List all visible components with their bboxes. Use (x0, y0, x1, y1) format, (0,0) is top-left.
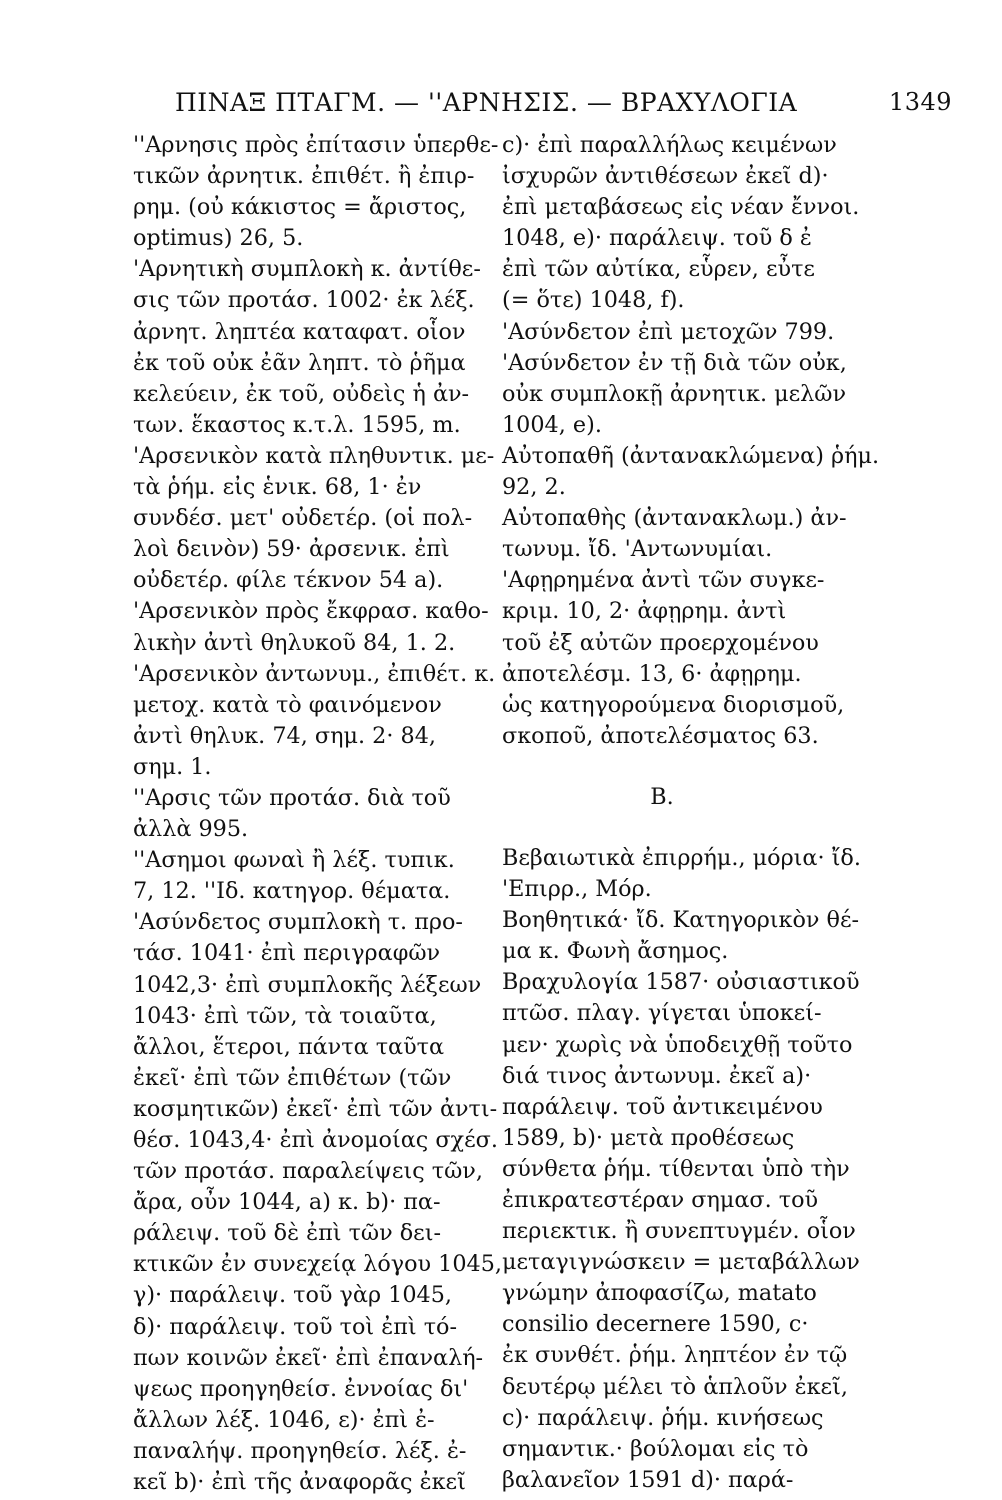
text-line: γ)· παράλειψ. τοῦ γὰρ 1045, (133, 1282, 452, 1309)
text-line: ''Αρσις τῶν προτάσ. διὰ τοῦ (133, 784, 451, 811)
text-line: (= ὅτε) 1048, f). (502, 287, 685, 314)
text-line: θέσ. 1043,4· ἐπὶ ἀνομοίας σχέσ. (133, 1127, 498, 1153)
text-line: ''Αρνησις πρὸς ἐπίτασιν ὑπερθε- (133, 132, 499, 158)
text-line: 1004, e). (502, 411, 602, 438)
text-line: 'Αρνητικὴ συμπλοκὴ κ. ἀντίθε- (133, 256, 481, 283)
text-line: τῶν προτάσ. παραλείψεις τῶν, (133, 1158, 483, 1185)
text-line: κτικῶν ἐν συνεχείᾳ λόγου 1045, (133, 1251, 502, 1278)
text-line: σκοποῦ, ἀποτελέσματος 63. (502, 722, 819, 749)
text-line: ἐκ τοῦ οὐκ ἐᾶν ληπτ. τὸ ῥῆμα (133, 349, 466, 376)
text-line: ἄρα, οὖν 1044, a) κ. b)· πα- (133, 1189, 441, 1216)
text-line: 92, 2. (502, 474, 566, 501)
text-line: 'Επιρρ., Μόρ. (502, 876, 652, 903)
text-line: Βεβαιωτικὰ ἐπιρρήμ., μόρια· ἴδ. (502, 844, 861, 871)
text-line: ράλειψ. τοῦ δὲ ἐπὶ τῶν δει- (133, 1220, 441, 1247)
text-line: μα κ. Φωνὴ ἄσημος. (502, 938, 729, 965)
text-line: 'Αρσενικὸν πρὸς ἔκφρασ. καθο- (133, 598, 489, 625)
text-line: Βραχυλογία 1587· οὐσιαστικοῦ (502, 969, 860, 996)
text-line: περιεκτικ. ἢ συνεπτυγμέν. οἷον (502, 1218, 856, 1245)
text-line: Αὐτοπαθῆ (ἀντανακλώμενα) ῥήμ. (502, 442, 880, 469)
text-line: γνώμην ἀποφασίζω, matato (502, 1280, 817, 1307)
text-line: ἀντὶ θηλυκ. 74, σημ. 2· 84, (133, 722, 436, 749)
running-title: ΠΙΝΑΞ ΠΤΑΓΜ. — ''ΑΡΝΗΣΙΣ. — ΒΡΑΧΥΛΟΓΙΑ (175, 88, 798, 117)
text-line: παναλήψ. προηγηθείσ. λέξ. ἐ- (133, 1437, 467, 1464)
text-line: 'Ασύνδετος συμπλοκὴ τ. προ- (133, 909, 463, 936)
text-line: optimus) 26, 5. (133, 225, 304, 252)
text-line: οὐδετέρ. φίλε τέκνον 54 a). (133, 567, 444, 594)
right-column (502, 130, 880, 1496)
text-line: μετοχ. κατὰ τὸ φαινόμενον (133, 691, 442, 718)
text-line: δευτέρῳ μέλει τὸ ἁπλοῦν ἐκεῖ, (502, 1373, 848, 1400)
text-line: 'Αρσενικὸν ἀντωνυμ., ἐπιθέτ. κ. (133, 660, 496, 687)
text-line: ὡς κατηγορούμενα διορισμοῦ, (502, 691, 845, 718)
text-line: c)· ἐπὶ παραλλήλως κειμένων (502, 132, 837, 158)
text-line: μεν· χωρὶς νὰ ὑποδειχθῇ τοῦτο (502, 1031, 853, 1058)
text-line: κοσμητικῶν) ἐκεῖ· ἐπὶ τῶν ἀντι- (133, 1095, 498, 1122)
text-line: Αὐτοπαθὴς (ἀντανακλωμ.) ἀν- (502, 505, 847, 532)
text-line: τὰ ῥήμ. εἰς ἑνικ. 68, 1· ἐν (133, 474, 422, 501)
text-line: c)· παράλειψ. ῥήμ. κινήσεως (502, 1404, 824, 1431)
text-line: 'Αφῃρημένα ἀντὶ τῶν συγκε- (502, 567, 825, 594)
text-line: 1042,3· ἐπὶ συμπλοκῆς λέξεων (133, 971, 482, 998)
text-line: 1589, b)· μετὰ προθέσεως (502, 1124, 795, 1151)
text-line: οὐκ συμπλοκῇ ἀρνητικ. μελῶν (502, 380, 847, 407)
text-line: 1048, e)· παράλειψ. τοῦ δ ἐ (502, 225, 812, 252)
text-line: κελεύειν, ἐκ τοῦ, οὐδεὶς ἡ ἀν- (133, 380, 470, 407)
text-line: τοῦ ἐξ αὐτῶν προερχομένου (502, 629, 819, 656)
page-number: 1349 (888, 88, 952, 116)
text-line: πτῶσ. πλαγ. γίγεται ὑποκεί- (502, 1000, 822, 1027)
text-line: διά τινος ἀντωνυμ. ἐκεῖ a)· (502, 1062, 812, 1089)
text-line: 7, 12. ''Ιδ. κατηγορ. θέματα. (133, 878, 451, 905)
text-line: ''Ασημοι φωναὶ ἢ λέξ. τυπικ. (133, 847, 455, 874)
text-line: ἰσχυρῶν ἀντιθέσεων ἐκεῖ d)· (502, 163, 829, 190)
text-line: ἄλλων λέξ. 1046, ε)· ἐπὶ ἐ- (133, 1406, 435, 1433)
text-line: τωνυμ. ἴδ. 'Αντωνυμίαι. (502, 536, 773, 563)
text-line: ἐπὶ τῶν αὐτίκα, εὗρεν, εὖτε (502, 256, 815, 283)
text-line: των. ἕκαστος κ.τ.λ. 1595, m. (133, 411, 461, 438)
section-letter: B. (650, 783, 674, 810)
text-line: 'Ασύνδετον ἐν τῇ διὰ τῶν οὐκ, (502, 349, 847, 376)
text-line: πων κοινῶν ἐκεῖ· ἐπὶ ἐπαναλή- (133, 1344, 484, 1371)
text-line: 'Ασύνδετον ἐπὶ μετοχῶν 799. (502, 318, 835, 345)
text-line: σημ. 1. (133, 753, 212, 780)
text-line: ρημ. (οὐ κάκιστος = ἄριστος, (133, 194, 467, 221)
text-line: ἀλλὰ 995. (133, 816, 249, 843)
text-line: σις τῶν προτάσ. 1002· ἐκ λέξ. (133, 287, 475, 314)
text-line: ἀρνητ. ληπτέα καταφατ. οἷον (133, 318, 466, 345)
text-line: κριμ. 10, 2· ἀφῃρημ. ἀντὶ (502, 598, 787, 625)
text-line: consilio decernere 1590, c· (502, 1311, 809, 1338)
right-column-bottom (502, 843, 861, 1496)
text-line: ἄλλοι, ἕτεροι, πάντα ταῦτα (133, 1033, 445, 1060)
text-line: ἐπὶ μεταβάσεως εἰς νέαν ἔννοι. (502, 194, 860, 221)
left-column (133, 130, 502, 1498)
text-line: ἐκεῖ· ἐπὶ τῶν ἐπιθέτων (τῶν (133, 1064, 452, 1091)
text-line: ψεως προηγηθείσ. ἐννοίας δι' (133, 1375, 469, 1402)
text-line: μεταγιγνώσκειν = μεταβάλλων (502, 1249, 860, 1276)
text-line: λοὶ δεινὸν) 59· ἀρσενικ. ἐπὶ (133, 536, 450, 563)
text-line: βαλανεῖον 1591 d)· παρά- (502, 1466, 794, 1493)
text-line: 1043· ἐπὶ τῶν, τὰ τοιαῦτα, (133, 1002, 437, 1029)
text-line: παράλειψ. τοῦ ἀντικειμένου (502, 1093, 823, 1120)
text-line: συνδέσ. μετ' οὐδετέρ. (οἱ πολ- (133, 505, 473, 532)
text-line: τικῶν ἀρνητικ. ἐπιθέτ. ἢ ἐπιρ- (133, 163, 475, 190)
text-line: λικὴν ἀντὶ θηλυκοῦ 84, 1. 2. (133, 629, 456, 656)
text-line: ἐκ συνθέτ. ῥήμ. ληπτέον ἐν τῷ (502, 1342, 848, 1369)
right-column-top (502, 130, 880, 752)
text-line: δ)· παράλειψ. τοῦ τοὶ ἐπὶ τό- (133, 1313, 457, 1340)
text-line: κεῖ b)· ἐπὶ τῆς ἀναφορᾶς ἐκεῖ (133, 1469, 466, 1496)
text-line: 'Αρσενικὸν κατὰ πληθυντικ. με- (133, 442, 495, 469)
running-header (175, 88, 952, 128)
text-line: Βοηθητικά· ἴδ. Κατηγορικὸν θέ- (502, 907, 860, 934)
text-line: σύνθετα ῥήμ. τίθενται ὑπὸ τὴν (502, 1155, 850, 1182)
text-line: ἐπικρατεστέραν σημασ. τοῦ (502, 1187, 819, 1213)
text-line: ἀποτελέσμ. 13, 6· ἀφῃρημ. (502, 660, 802, 687)
text-line: τάσ. 1041· ἐπὶ περιγραφῶν (133, 940, 441, 967)
text-line: σημαντικ.· βούλομαι εἰς τὸ (502, 1435, 809, 1462)
